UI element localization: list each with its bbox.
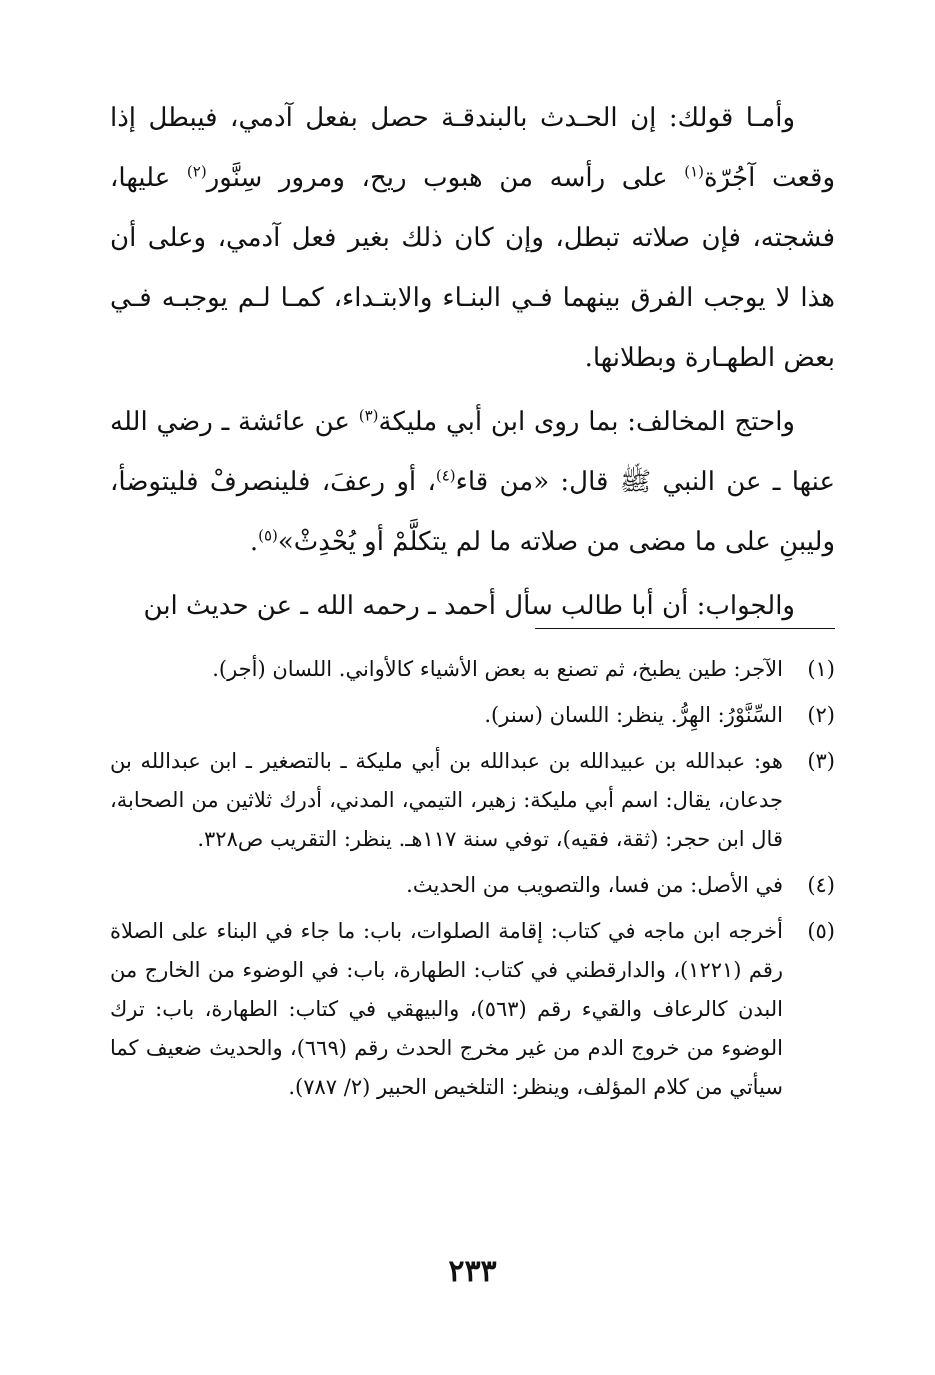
footnote-reference: (٥) [258, 526, 278, 545]
paragraph-text: والجواب: أن أبا طالب سأل أحمد ـ رحمه الله ـ عن حديث ابن [143, 591, 795, 621]
paragraph-1 [110, 88, 835, 388]
footnote-text: هو: عبدالله بن عبيدالله بن عبدالله بن أبي مليكة ـ بالتصغير ـ ابن عبدالله بن جدعان، يقال: اسم أبي مليكة: زهير، التيمي، المدني، أدرك ثلاثين من الصحابة، قال ابن حجر: (ثقة، فقيه)، توفي سنة ١١٧هـ. ينظر: التقريب ص٣٢٨. [110, 749, 783, 851]
footnotes [110, 650, 835, 1114]
paragraph-text: ، أو رعفَ، فلينصرفْ فليتوضأ، وليبنِ على ما مضى من صلاته ما لم يتكلَّمْ أو يُحْدِثْ» [110, 467, 835, 557]
paragraph-text: على رأسه من هبوب ريح، ومرور سِنَّور [206, 163, 685, 193]
footnote-number: (١) [807, 657, 835, 681]
page-number: ٢٣٣ [448, 1254, 497, 1289]
paragraph-text: عن عائشة ـ رضي الله عنها ـ عن النبي ﷺ قال: «من قاء [110, 407, 835, 497]
footnote-number: (٤) [807, 873, 835, 897]
footnote-reference: (٢) [186, 162, 207, 181]
footnote-separator [535, 628, 835, 629]
paragraph-text: عليها، فشجته، فإن صلاته تبطل، وإن كان ذلك بغير فعل آدمي، وعلى أن هذا لا يوجب الفرق بينهما فـي البنـاء والابتـداء، كمـا لـم يوجبـه فـي بعض الطهـارة وبطلانها. [110, 163, 835, 373]
footnote-4 [110, 866, 835, 905]
footnote-number: (٣) [807, 749, 835, 773]
paragraph-2 [110, 392, 835, 572]
main-text [110, 88, 835, 636]
footnote-text: أخرجه ابن ماجه في كتاب: إقامة الصلوات، باب: ما جاء في البناء على الصلاة رقم (١٢٢١)، والدارقطني في كتاب: الطهارة، باب: في الوضوء من الخارج من البدن كالرعاف والقيء رقم (٥٦٣)، والبيهقي في كتاب: الطهارة، باب: ترك الوضوء من خروج الدم من غير مخرج الحدث رقم (٦٦٩)، والحديث ضعيف كما سيأتي من كلام المؤلف، وينظر: التلخيص الحبير (٢/ ٧٨٧). [110, 919, 783, 1099]
footnote-reference: (٣) [358, 406, 379, 425]
footnote-text: في الأصل: من فسا، والتصويب من الحديث. [406, 873, 783, 897]
footnote-1 [110, 650, 835, 689]
footnote-text: السِّنَّوْرُ: الهِرُّ. ينظر: اللسان (سنر). [484, 703, 783, 727]
paragraph-text: . [249, 527, 259, 557]
paragraph-3 [110, 576, 835, 636]
footnote-5 [110, 912, 835, 1107]
paragraph-text: واحتج المخالف: بما روى ابن أبي مليكة [378, 407, 795, 437]
book-page [110, 88, 835, 1375]
footnote-text: الآجر: طين يطبخ، ثم تصنع به بعض الأشياء كالأواني. اللسان (أجر). [212, 657, 783, 681]
paragraph-text: وأمـا قولك: إن الحـدث بالبندقـة حصل بفعل آدمي، فيبطل إذا وقعت آجُرّة [110, 103, 836, 193]
footnote-2 [110, 696, 835, 735]
footnote-3 [110, 742, 835, 859]
footnote-number: (٥) [807, 919, 835, 943]
footnote-reference: (٤) [435, 466, 456, 485]
footnote-reference: (١) [684, 162, 705, 181]
footnote-number: (٢) [807, 703, 835, 727]
